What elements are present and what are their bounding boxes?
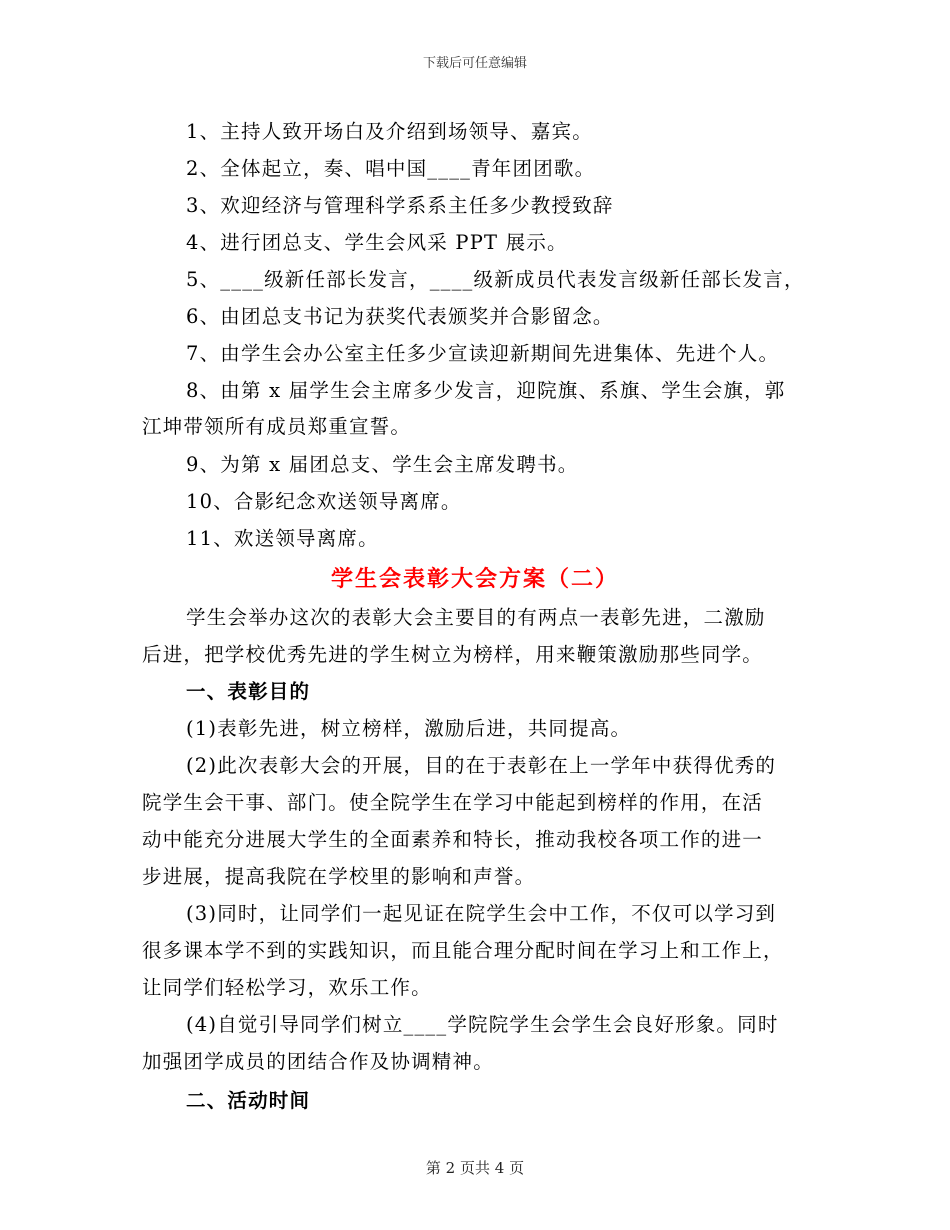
list-item: 10、合影纪念欢送领导离席。 — [186, 490, 462, 513]
section-heading: 一、表彰目的 — [186, 680, 311, 703]
list-item: 6、由团总支书记为获奖代表颁奖并合影留念。 — [186, 305, 614, 328]
list-item: 1、主持人致开场白及介绍到场领导、嘉宾。 — [186, 120, 593, 143]
paragraph-line: (2)此次表彰大会的开展，目的在于表彰在上一学年中获得优秀的 — [186, 754, 777, 777]
list-item: 4、进行团总支、学生会风采 PPT 展示。 — [186, 231, 568, 254]
paragraph-line: (4)自觉引导同学们树立____学院院学生会学生会良好形象。同时 — [186, 1013, 779, 1036]
list-item: 2、全体起立，奏、唱中国____青年团团歌。 — [186, 157, 596, 180]
page-footer: 第 2 页共 4 页 — [425, 1159, 525, 1177]
list-item-continuation: 江坤带领所有成员郑重宣誓。 — [142, 415, 412, 438]
list-item: 9、为第 x 届团总支、学生会主席发聘书。 — [186, 453, 579, 476]
paragraph-line: 步进展，提高我院在学校里的影响和声誉。 — [142, 865, 536, 888]
list-item: 8、由第 x 届学生会主席多少发言，迎院旗、系旗、学生会旗，郭 — [186, 379, 786, 402]
list-item: 3、欢迎经济与管理科学系系主任多少教授致辞 — [186, 194, 614, 217]
section-title: 学生会表彰大会方案（二） — [330, 566, 619, 592]
paragraph-line: (1)表彰先进，树立榜样，激励后进，共同提高。 — [186, 717, 632, 740]
paragraph-line: 动中能充分进展大学生的全面素养和特长，推动我校各项工作的进一 — [142, 828, 764, 851]
paragraph-line: 院学生会干事、部门。使全院学生在学习中能起到榜样的作用，在活 — [142, 791, 764, 814]
section-heading: 二、活动时间 — [186, 1089, 311, 1112]
paragraph-line: (3)同时，让同学们一起见证在院学生会中工作，不仅可以学习到 — [186, 902, 777, 925]
paragraph-line: 让同学们轻松学习，欢乐工作。 — [142, 976, 432, 999]
paragraph-line: 加强团学成员的团结合作及协调精神。 — [142, 1050, 494, 1073]
list-item: 11、欢送领导离席。 — [186, 527, 379, 550]
paragraph-line: 学生会举办这次的表彰大会主要目的有两点一表彰先进，二激励 — [186, 606, 766, 629]
paragraph-line: 很多课本学不到的实践知识，而且能合理分配时间在学习上和工作上， — [142, 939, 784, 962]
paragraph-line: 后进，把学校优秀先进的学生树立为榜样，用来鞭策激励那些同学。 — [142, 643, 764, 666]
list-item: 5、____级新任部长发言，____级新成员代表发言级新任部长发言， — [186, 268, 805, 291]
list-item: 7、由学生会办公室主任多少宣读迎新期间先进集体、先进个人。 — [186, 342, 780, 365]
page-header: 下载后可任意编辑 — [422, 56, 527, 71]
